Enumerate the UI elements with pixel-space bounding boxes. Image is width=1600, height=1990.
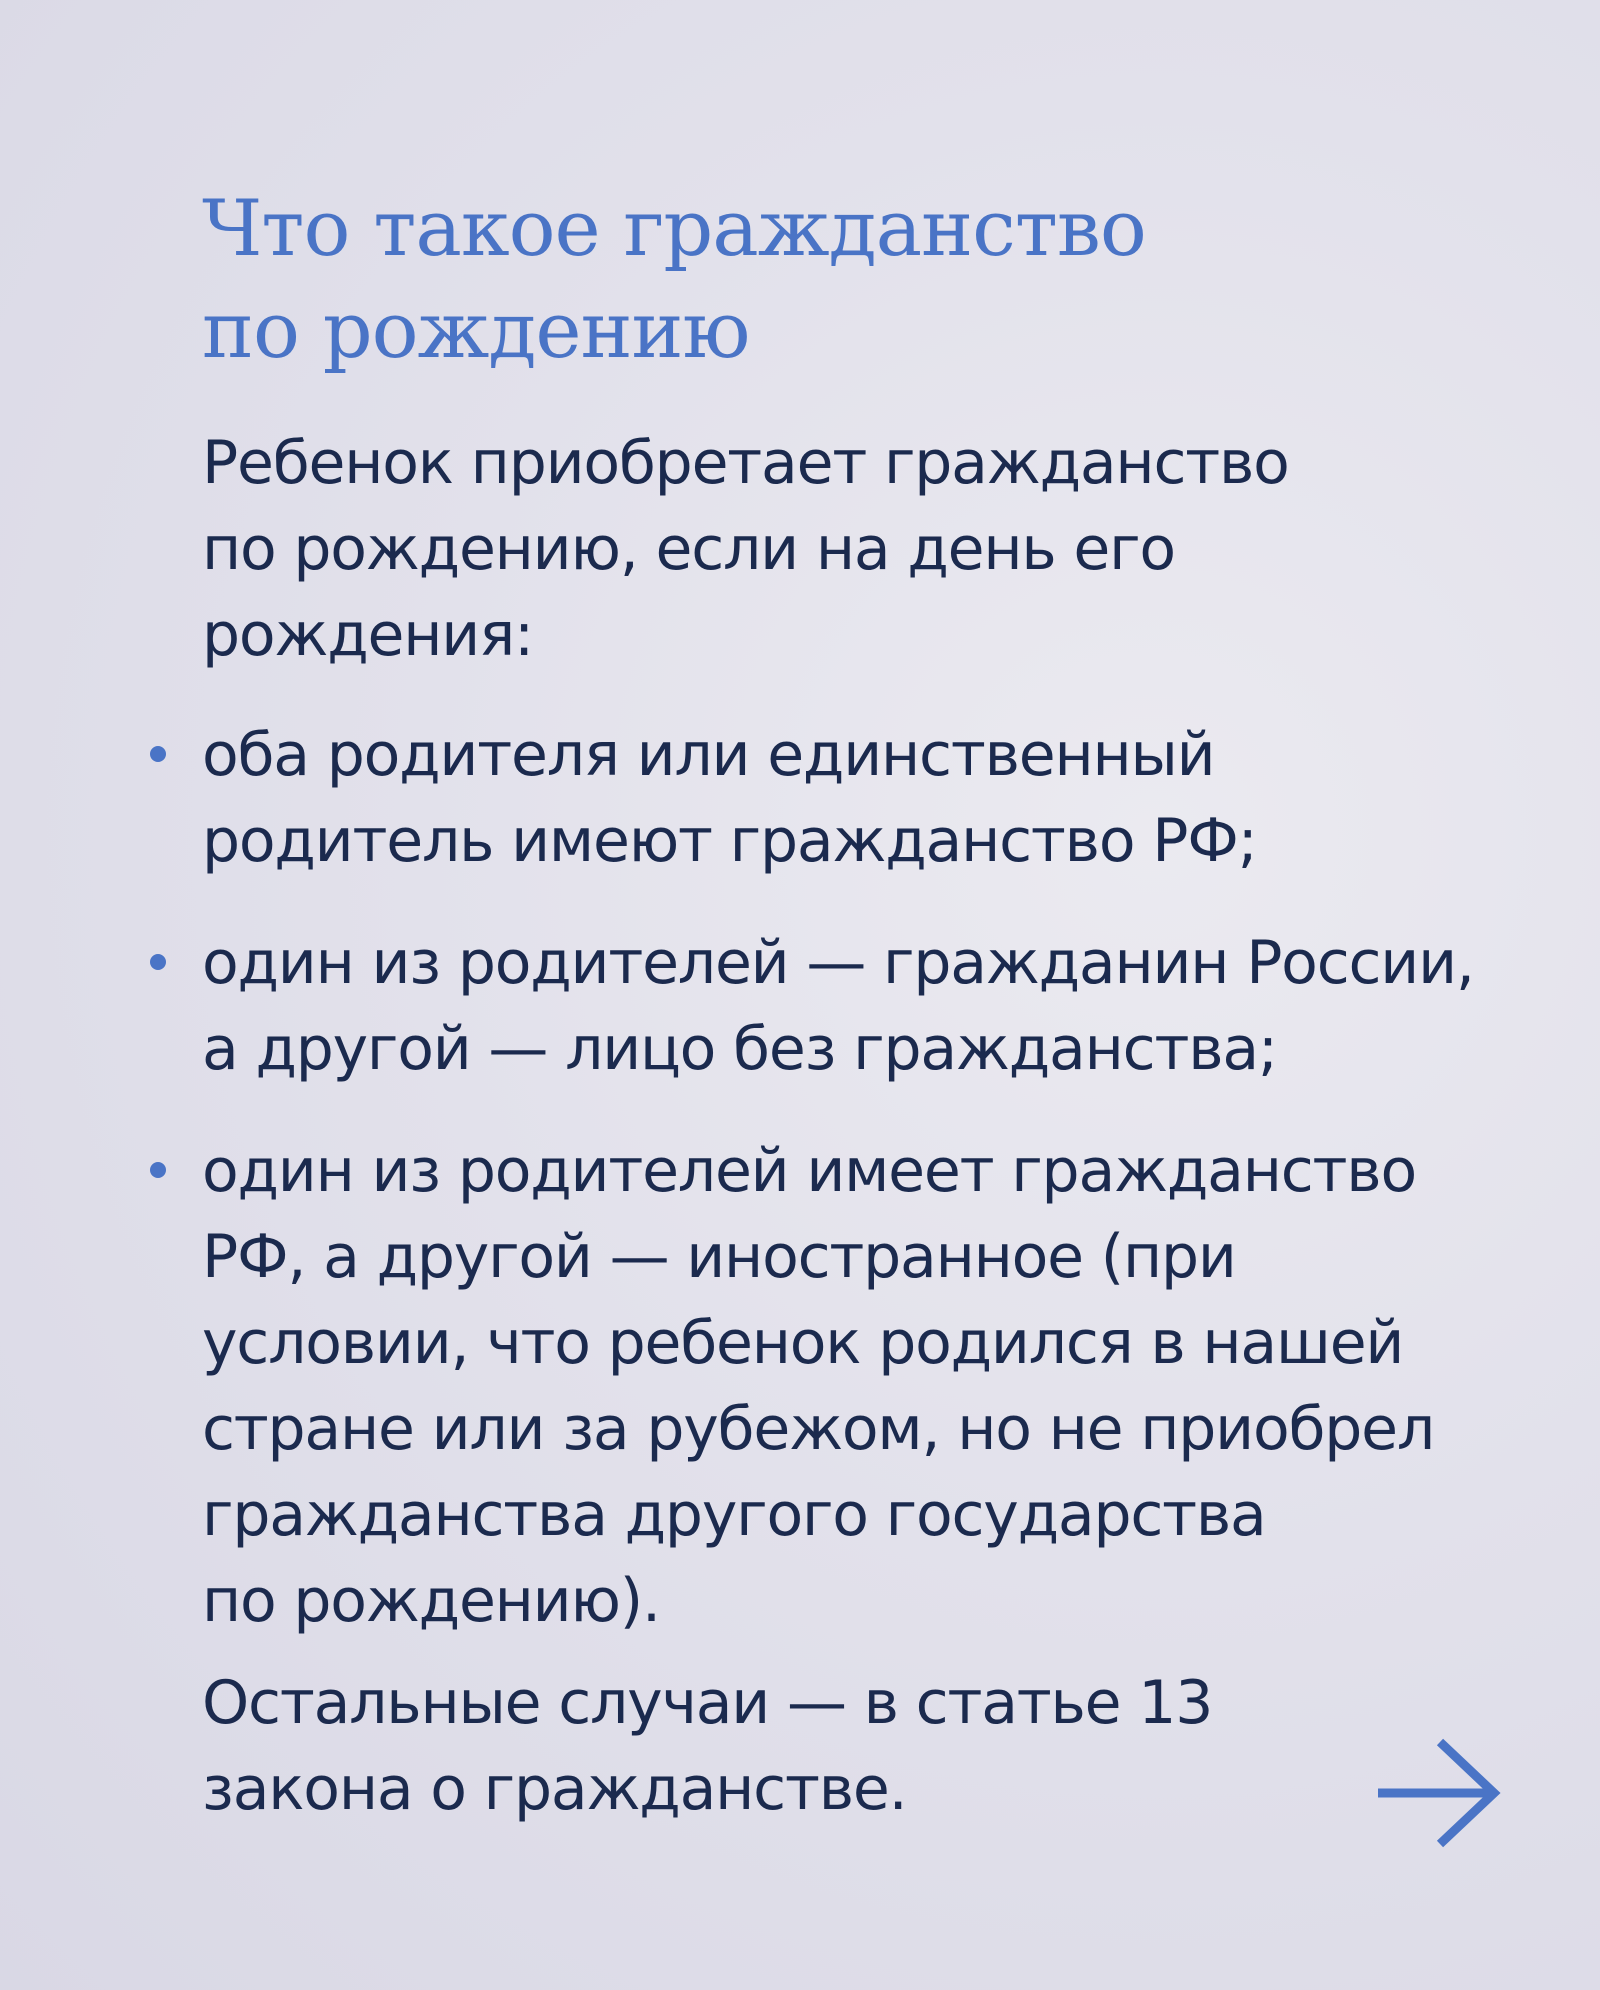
bullet-dot-icon [150,746,166,762]
list-item-line: а другой — лицо без гражданства; [202,1014,1277,1084]
list-item [202,920,1474,1092]
list-item-line: условии, что ребенок родился в нашей [202,1308,1404,1378]
title-line: по рождению [202,286,750,376]
title-line: Что такое гражданство [202,184,1146,274]
list-item-line: один из родителей имеет гражданство [202,1136,1416,1206]
footer-line: закона о гражданстве. [202,1754,907,1824]
list-item-line: гражданства другого государства [202,1480,1266,1550]
bullet-dot-icon [150,954,166,970]
footer-note [202,1660,1562,1832]
list-item-line: один из родителей — гражданин России, [202,928,1474,998]
list-item [202,712,1474,884]
intro-paragraph [202,420,1562,678]
arrow-right-icon[interactable] [1374,1738,1504,1848]
list-item-line: РФ, а другой — иностранное (при [202,1222,1236,1292]
list-item-line: родитель имеют гражданство РФ; [202,806,1257,876]
intro-line: по рождению, если на день его [202,514,1175,584]
intro-line: рождения: [202,600,533,670]
conditions-list [202,712,1474,1680]
list-item [202,1128,1474,1644]
intro-line: Ребенок приобретает гражданство [202,428,1289,498]
footer-line: Остальные случаи — в статье 13 [202,1668,1213,1738]
list-item-line: оба родителя или единственный [202,720,1215,790]
bullet-dot-icon [150,1162,166,1178]
list-item-line: по рождению). [202,1566,660,1636]
page-title [202,178,1146,382]
list-item-line: стране или за рубежом, но не приобрел [202,1394,1435,1464]
